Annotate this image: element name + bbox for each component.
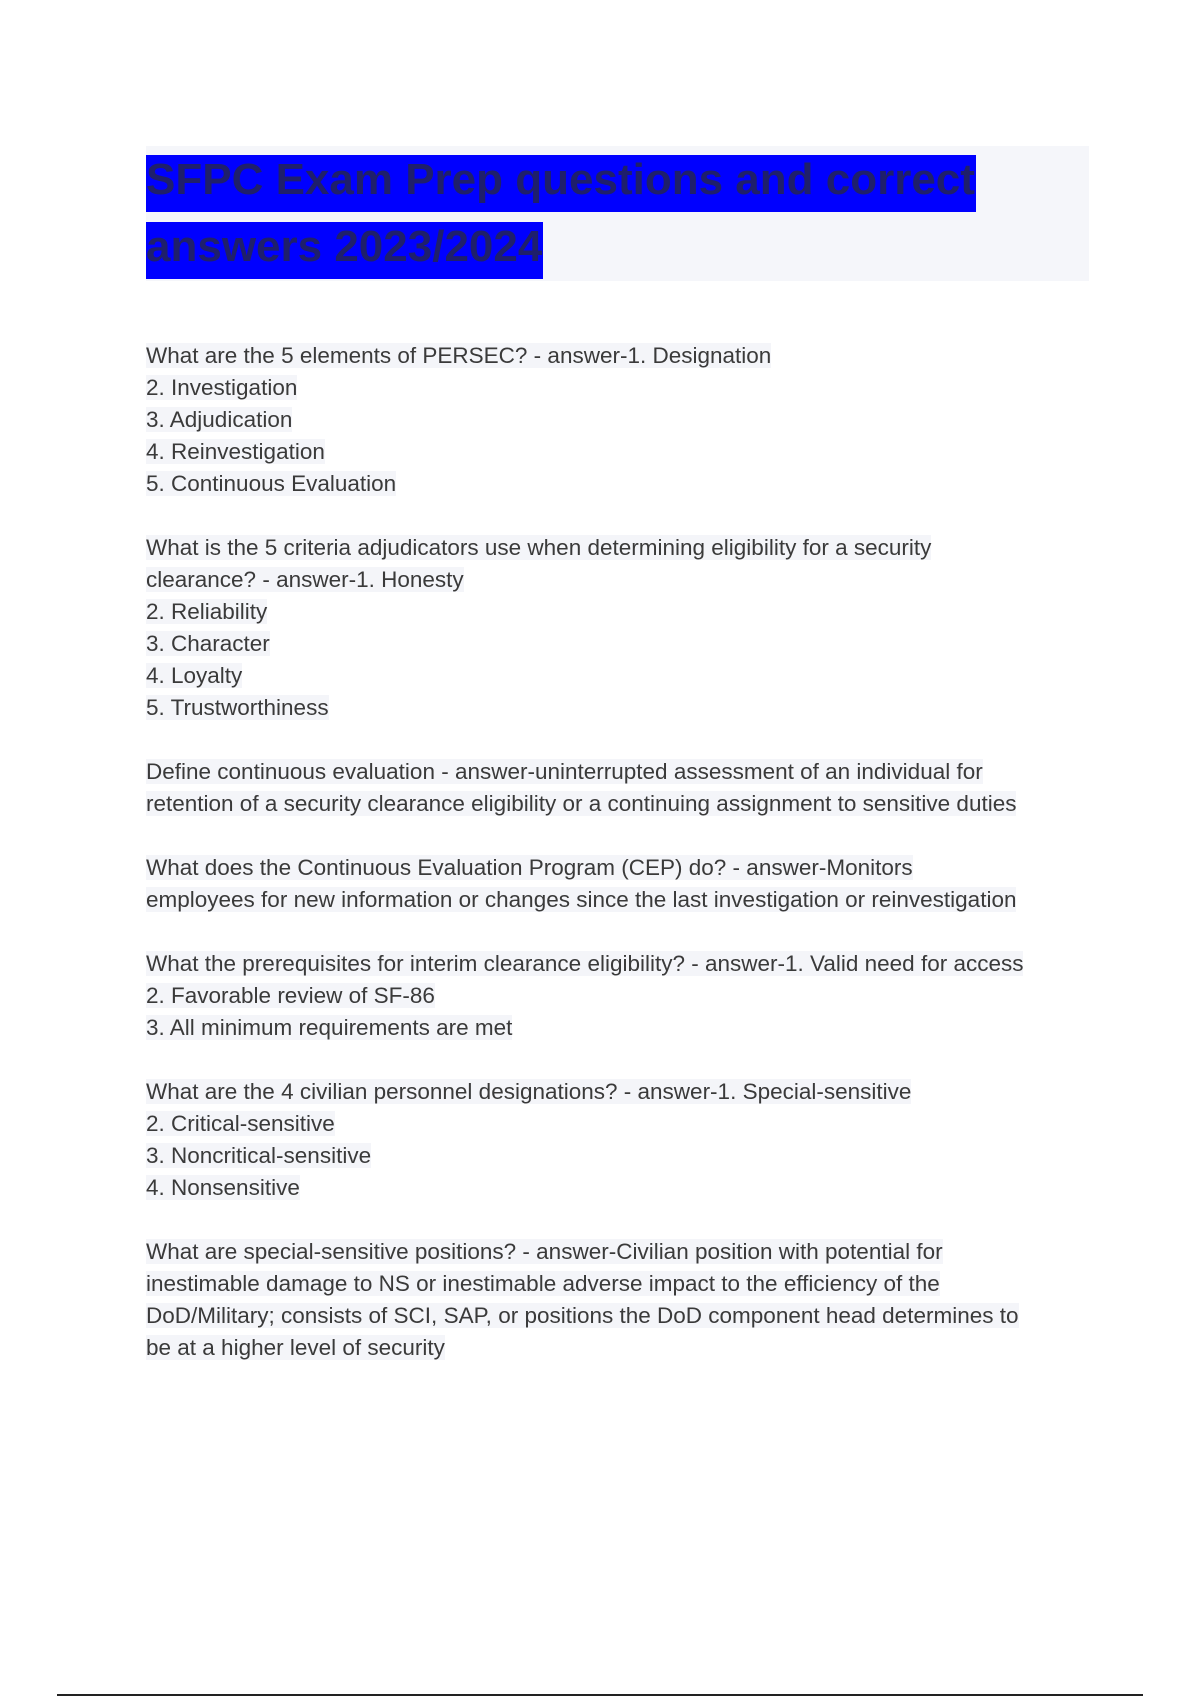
- title-line-1: SFPC Exam Prep questions and correct: [146, 155, 976, 212]
- qa-line: inestimable damage to NS or inestimable adverse impact to the efficiency of the: [146, 1271, 940, 1296]
- qa-line: What is the 5 criteria adjudicators use when determining eligibility for a security: [146, 535, 932, 560]
- qa-line: 2. Investigation: [146, 375, 298, 400]
- qa-line: What does the Continuous Evaluation Program (CEP) do? - answer-Monitors: [146, 855, 913, 880]
- document-title: [146, 146, 1089, 280]
- qa-item-adjudication-criteria: [146, 532, 1096, 724]
- qa-item-civilian-designations: [146, 1076, 1096, 1204]
- qa-item-special-sensitive: [146, 1236, 1096, 1364]
- qa-line: 2. Favorable review of SF-86: [146, 983, 435, 1008]
- qa-line: be at a higher level of security: [146, 1335, 445, 1360]
- qa-line: What are the 5 elements of PERSEC? - answer-1. Designation: [146, 343, 772, 368]
- qa-line: Define continuous evaluation - answer-uninterrupted assessment of an individual for: [146, 759, 983, 784]
- qa-line: 5. Continuous Evaluation: [146, 471, 397, 496]
- qa-line: What are special-sensitive positions? - answer-Civilian position with potential for: [146, 1239, 943, 1264]
- qa-line: 2. Critical-sensitive: [146, 1111, 335, 1136]
- qa-line: What are the 4 civilian personnel designations? - answer-1. Special-sensitive: [146, 1079, 912, 1104]
- qa-line: clearance? - answer-1. Honesty: [146, 567, 464, 592]
- qa-line: 4. Reinvestigation: [146, 439, 325, 464]
- qa-line: DoD/Military; consists of SCI, SAP, or positions the DoD component head determines to: [146, 1303, 1019, 1328]
- footer-divider: [57, 1694, 1143, 1696]
- qa-item-interim-clearance: [146, 948, 1096, 1044]
- qa-line: 3. Character: [146, 631, 270, 656]
- qa-line: retention of a security clearance eligibility or a continuing assignment to sensitive duties: [146, 791, 1017, 816]
- qa-line: 2. Reliability: [146, 599, 268, 624]
- qa-content: [146, 340, 1096, 1396]
- qa-line: 3. All minimum requirements are met: [146, 1015, 513, 1040]
- qa-line: 5. Trustworthiness: [146, 695, 329, 720]
- qa-line: 3. Noncritical-sensitive: [146, 1143, 372, 1168]
- qa-item-continuous-evaluation: [146, 756, 1096, 820]
- title-line-2: answers 2023/2024: [146, 222, 543, 279]
- title-block: [146, 146, 1089, 281]
- qa-line: What the prerequisites for interim clearance eligibility? - answer-1. Valid need for access: [146, 951, 1024, 976]
- qa-line: 4. Loyalty: [146, 663, 243, 688]
- qa-line: employees for new information or changes since the last investigation or reinvestigation: [146, 887, 1017, 912]
- qa-item-cep: [146, 852, 1096, 916]
- qa-line: 4. Nonsensitive: [146, 1175, 300, 1200]
- qa-item-persec-elements: [146, 340, 1096, 500]
- qa-line: 3. Adjudication: [146, 407, 293, 432]
